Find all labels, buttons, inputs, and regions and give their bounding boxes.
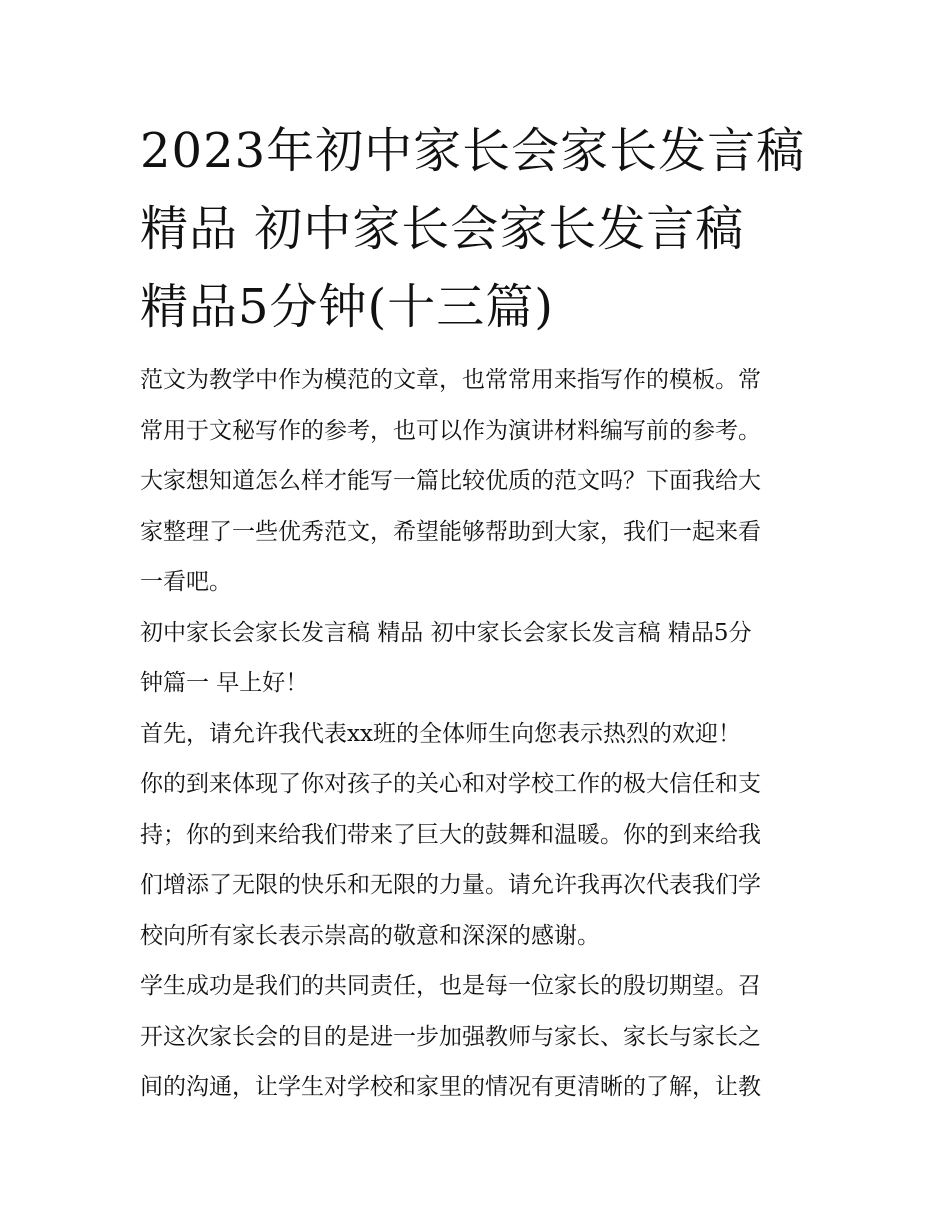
body-line: 持；你的到来给我们带来了巨大的鼓舞和温暖。你的到来给我 xyxy=(140,821,761,848)
body-line: 们增添了无限的快乐和无限的力量。请允许我再次代表我们学 xyxy=(140,872,761,898)
body-line: 一看吧。 xyxy=(140,569,232,595)
body-line: 常用于文秘写作的参考，也可以作为演讲材料编写前的参考。 xyxy=(140,417,761,444)
body-line: 间的沟通，让学生对学校和家里的情况有更清晰的了解，让教 xyxy=(140,1074,761,1100)
body-line: 家整理了一些优秀范文，希望能够帮助到大家，我们一起来看 xyxy=(140,518,761,545)
body-line: 大家想知道怎么样才能写一篇比较优质的范文吗？下面我给大 xyxy=(140,468,761,494)
title-line: 精品5分钟(十三篇) xyxy=(140,279,554,335)
document-title xyxy=(140,112,820,346)
body-line: 校向所有家长表示崇高的敬意和深深的感谢。 xyxy=(140,922,600,949)
body-line: 开这次家长会的目的是进一步加强教师与家长、家长与家长之 xyxy=(140,1023,761,1050)
title-line: 精品 初中家长会家长发言稿 xyxy=(140,201,745,257)
body-line: 钟篇一 早上好！ xyxy=(140,670,309,696)
body-line: 首先，请允许我代表xx班的全体师生向您表示热烈的欢迎！ xyxy=(140,720,741,747)
body-line: 学生成功是我们的共同责任，也是每一位家长的殷切期望。召 xyxy=(140,973,761,999)
body-line: 范文为教学中作为模范的文章，也常常用来指写作的模板。常 xyxy=(140,367,761,393)
title-line: 2023年初中家长会家长发言稿 xyxy=(140,123,806,179)
document-body xyxy=(140,355,820,1113)
body-line: 你的到来体现了你对孩子的关心和对学校工作的极大信任和支 xyxy=(140,771,761,797)
body-line: 初中家长会家长发言稿 精品 初中家长会家长发言稿 精品5分 xyxy=(140,619,752,646)
